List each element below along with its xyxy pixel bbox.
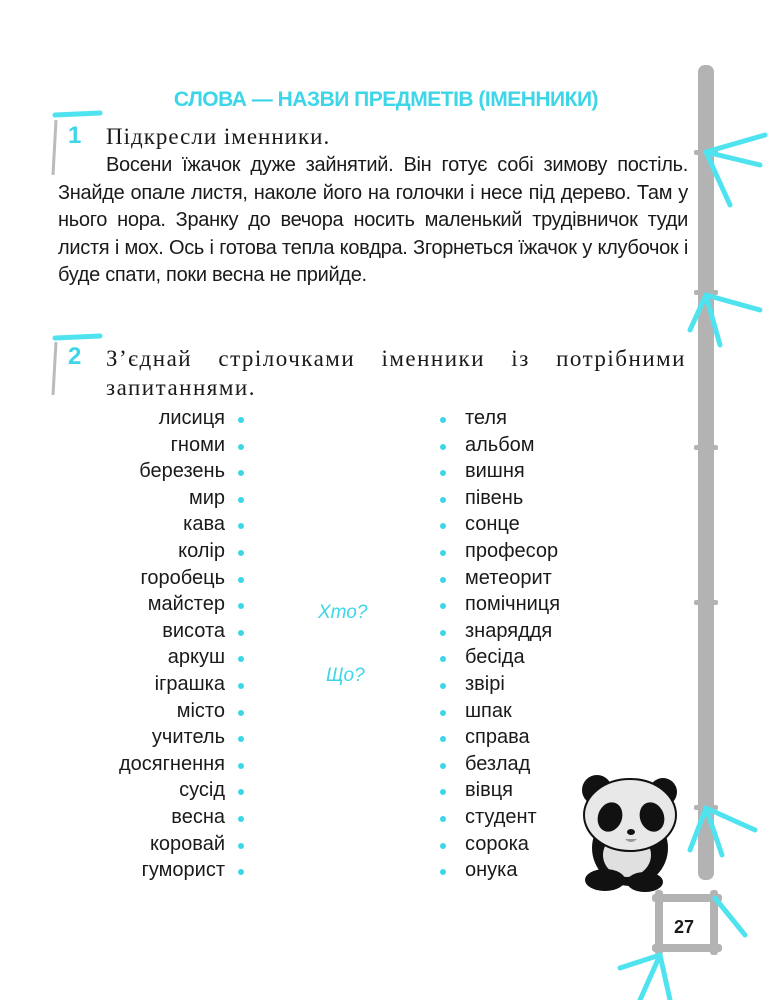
left-connection-dot[interactable]	[238, 444, 244, 450]
task-2-number: 2	[68, 343, 82, 370]
matching-row	[0, 671, 772, 697]
question-what: Що?	[326, 665, 365, 686]
right-noun: альбом	[465, 433, 535, 456]
left-noun: досягнення	[118, 752, 225, 775]
right-noun: шпак	[465, 699, 512, 722]
left-connection-dot[interactable]	[238, 763, 244, 769]
matching-row	[0, 458, 772, 484]
matching-row	[0, 565, 772, 591]
left-noun: іграшка	[154, 673, 225, 695]
left-noun: аркуш	[167, 646, 225, 669]
left-noun: сусід	[179, 779, 225, 802]
left-connection-dot[interactable]	[238, 736, 244, 742]
matching-row	[0, 724, 772, 750]
page-number: 27	[674, 917, 695, 937]
right-noun: бесіда	[465, 646, 525, 669]
left-connection-dot[interactable]	[238, 683, 244, 689]
left-connection-dot[interactable]	[238, 710, 244, 716]
task-1-instruction: Підкресли іменники.	[106, 124, 331, 149]
right-connection-dot[interactable]	[440, 470, 446, 476]
left-connection-dot[interactable]	[238, 656, 244, 662]
right-connection-dot[interactable]	[440, 869, 446, 875]
left-noun: весна	[171, 806, 225, 828]
left-noun: березень	[139, 460, 225, 483]
left-connection-dot[interactable]	[238, 816, 244, 822]
right-noun: професор	[465, 540, 559, 562]
matching-row	[0, 644, 772, 670]
right-noun: справа	[465, 726, 530, 749]
left-connection-dot[interactable]	[238, 603, 244, 609]
right-connection-dot[interactable]	[440, 656, 446, 662]
question-who: Хто?	[318, 602, 368, 623]
right-connection-dot[interactable]	[440, 763, 446, 769]
left-connection-dot[interactable]	[238, 523, 244, 529]
left-noun: горобець	[140, 566, 225, 589]
right-noun: помічниця	[465, 593, 561, 616]
right-connection-dot[interactable]	[440, 816, 446, 822]
left-noun: майстер	[147, 593, 225, 616]
left-noun: висота	[162, 619, 225, 642]
right-noun: студент	[465, 806, 537, 828]
matching-row	[0, 511, 772, 537]
left-noun: колір	[178, 540, 225, 562]
right-noun: вишня	[465, 460, 525, 483]
left-noun: гноми	[170, 433, 225, 456]
left-connection-dot[interactable]	[238, 497, 244, 503]
right-noun: безлад	[465, 752, 531, 775]
left-connection-dot[interactable]	[238, 550, 244, 556]
right-connection-dot[interactable]	[440, 444, 446, 450]
right-noun: метеорит	[465, 566, 552, 589]
right-connection-dot[interactable]	[440, 630, 446, 636]
right-connection-dot[interactable]	[440, 523, 446, 529]
right-connection-dot[interactable]	[440, 683, 446, 689]
right-connection-dot[interactable]	[440, 497, 446, 503]
left-connection-dot[interactable]	[238, 843, 244, 849]
left-noun: лисиця	[158, 407, 225, 429]
right-noun: онука	[465, 859, 518, 882]
right-noun: півень	[465, 486, 524, 509]
right-connection-dot[interactable]	[440, 736, 446, 742]
left-noun: гуморист	[141, 859, 225, 882]
left-connection-dot[interactable]	[238, 789, 244, 795]
right-noun: сонце	[465, 513, 520, 536]
matching-row	[0, 485, 772, 511]
matching-row	[0, 538, 772, 564]
right-connection-dot[interactable]	[440, 789, 446, 795]
left-noun: учитель	[151, 726, 225, 749]
left-connection-dot[interactable]	[238, 577, 244, 583]
right-connection-dot[interactable]	[440, 710, 446, 716]
right-connection-dot[interactable]	[440, 603, 446, 609]
panda-icon	[575, 770, 685, 895]
matching-row	[0, 618, 772, 644]
matching-row	[0, 591, 772, 617]
matching-row	[0, 405, 772, 431]
left-connection-dot[interactable]	[238, 470, 244, 476]
right-noun: сорока	[465, 832, 529, 855]
matching-row	[0, 432, 772, 458]
task-2-instruction: З’єднай стрілочками іменники із потрібними запитаннями.	[106, 346, 686, 400]
task-1-number: 1	[68, 122, 82, 149]
right-noun: звірі	[465, 673, 505, 695]
left-noun: кава	[183, 513, 225, 536]
right-connection-dot[interactable]	[440, 577, 446, 583]
left-noun: місто	[176, 699, 225, 722]
matching-row	[0, 698, 772, 724]
page-title: СЛОВА — НАЗВИ ПРЕДМЕТІВ (ІМЕННИКИ)	[173, 88, 599, 111]
left-noun: коровай	[149, 832, 225, 855]
right-noun: знаряддя	[465, 619, 553, 642]
right-noun: теля	[465, 407, 507, 429]
right-connection-dot[interactable]	[440, 417, 446, 423]
right-connection-dot[interactable]	[440, 550, 446, 556]
left-connection-dot[interactable]	[238, 869, 244, 875]
left-connection-dot[interactable]	[238, 417, 244, 423]
left-connection-dot[interactable]	[238, 630, 244, 636]
right-connection-dot[interactable]	[440, 843, 446, 849]
task-1-text: Восени їжачок дуже зайнятий. Він готує собі зимову постіль. Знайде опале листя, наколе його на голочки і несе під дерево. Там у нього нора. Зранку до вечора носить маленький трудівничок туди листя і мох. Ось і готова тепла ковдра. Згорнеться їжачок у клубочок і буде спати, поки весна не прийде.	[58, 154, 688, 287]
right-noun: вівця	[465, 779, 513, 802]
left-noun: мир	[188, 486, 225, 509]
